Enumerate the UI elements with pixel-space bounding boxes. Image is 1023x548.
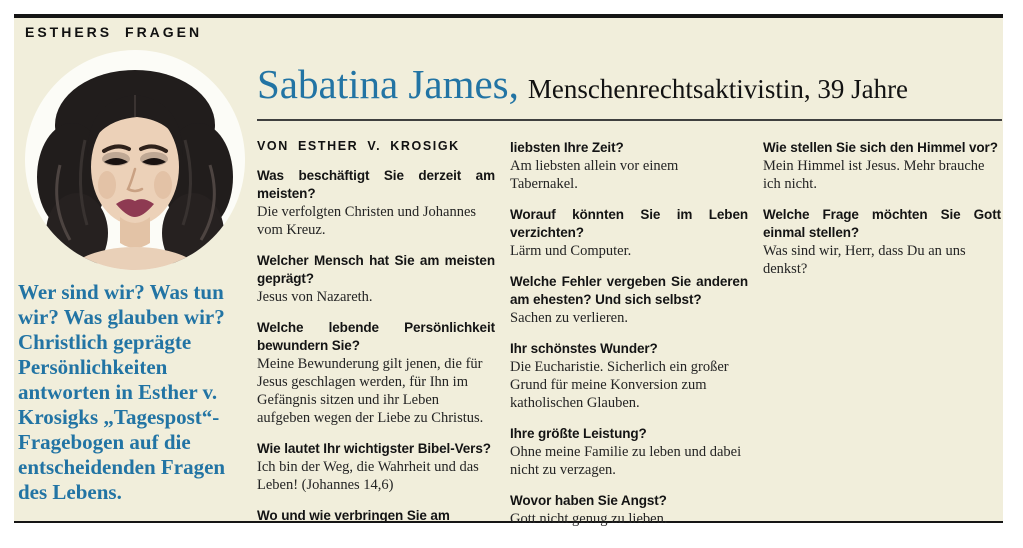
portrait-illustration <box>25 45 245 275</box>
answer: Sachen zu verlieren. <box>510 310 628 326</box>
byline: VON ESTHER V. KROSIGK <box>257 139 460 153</box>
column-2 <box>510 139 748 527</box>
question: Welche lebende Persönlichkeit bewundern Sie? <box>257 320 495 353</box>
person-name: Sabatina James, <box>257 61 519 107</box>
answer: Gott nicht genug zu lieben. <box>510 511 668 527</box>
question: liebsten Ihre Zeit? <box>510 140 624 155</box>
question: Welche Fehler vergeben Sie anderen am ehesten? Und sich selbst? <box>510 274 748 307</box>
kicker: ESTHERS FRAGEN <box>25 24 203 40</box>
qa-block <box>257 252 495 306</box>
question: Was beschäftigt Sie derzeit am meisten? <box>257 168 495 201</box>
answer: Mein Himmel ist Jesus. Mehr brauche ich nicht. <box>763 158 985 192</box>
qa-block <box>510 425 748 479</box>
question: Ihr schönstes Wunder? <box>510 341 658 356</box>
answer: Die verfolgten Christen und Johannes vom Kreuz. <box>257 204 477 238</box>
qa-block <box>510 206 748 260</box>
qa-block <box>510 273 748 327</box>
question: Ihre größte Leistung? <box>510 426 647 441</box>
qa-block <box>763 206 1001 278</box>
answer: Am liebsten allein vor einem Tabernakel. <box>510 158 679 192</box>
answer: Lärm und Computer. <box>510 243 632 259</box>
qa-block <box>510 340 748 412</box>
qa-block <box>257 507 495 525</box>
article-panel <box>14 18 1003 527</box>
question: Welcher Mensch hat Sie am meisten geprägt? <box>257 253 495 286</box>
answer: Was sind wir, Herr, dass Du an uns denkst? <box>763 243 966 277</box>
qa-columns <box>257 139 1002 527</box>
answer: Die Eucharistie. Sicherlich ein großer Grund für meine Konversion zum katholischen Glauben. <box>510 359 729 411</box>
question: Wie stellen Sie sich den Himmel vor? <box>763 140 998 155</box>
qa-block <box>510 492 748 528</box>
qa-block <box>257 167 495 239</box>
answer: Ohne meine Familie zu leben und dabei nicht zu verzagen. <box>510 444 742 478</box>
column-1 <box>257 139 495 521</box>
question: Welche Frage möchten Sie Gott einmal stellen? <box>763 207 1001 240</box>
person-role: Menschenrechtsaktivistin, 39 Jahre <box>527 74 909 104</box>
column-3 <box>763 139 1001 521</box>
question: Wovor haben Sie Angst? <box>510 493 667 508</box>
article-title <box>257 60 1002 108</box>
qa-block <box>510 139 748 193</box>
qa-block <box>763 139 1001 193</box>
intro-text: Wer sind wir? Was tun wir? Was glauben wir? Christlich geprägte Persönlichkeiten antworten in Esther v. Krosigks „Tagespost“-Fragebogen auf die entscheidenden Fragen des Lebens. <box>18 280 226 504</box>
qa-block <box>257 319 495 427</box>
answer: Ich bin der Weg, die Wahrheit und das Leben! (Johannes 14,6) <box>257 459 479 493</box>
title-divider <box>257 119 1002 121</box>
portrait-photo <box>25 45 245 275</box>
answer: Meine Bewunderung gilt jenen, die für Jesus geschlagen werden, für Ihn im Gefängnis sitzen und ihr Leben aufgeben wegen der Liebe zu Christus. <box>257 356 484 426</box>
question: Wie lautet Ihr wichtigster Bibel-Vers? <box>257 441 491 456</box>
question: Worauf könnten Sie im Leben verzichten? <box>510 207 748 240</box>
answer: Jesus von Nazareth. <box>257 289 373 305</box>
qa-block <box>257 440 495 494</box>
question: Wo und wie verbringen Sie am <box>257 508 450 523</box>
